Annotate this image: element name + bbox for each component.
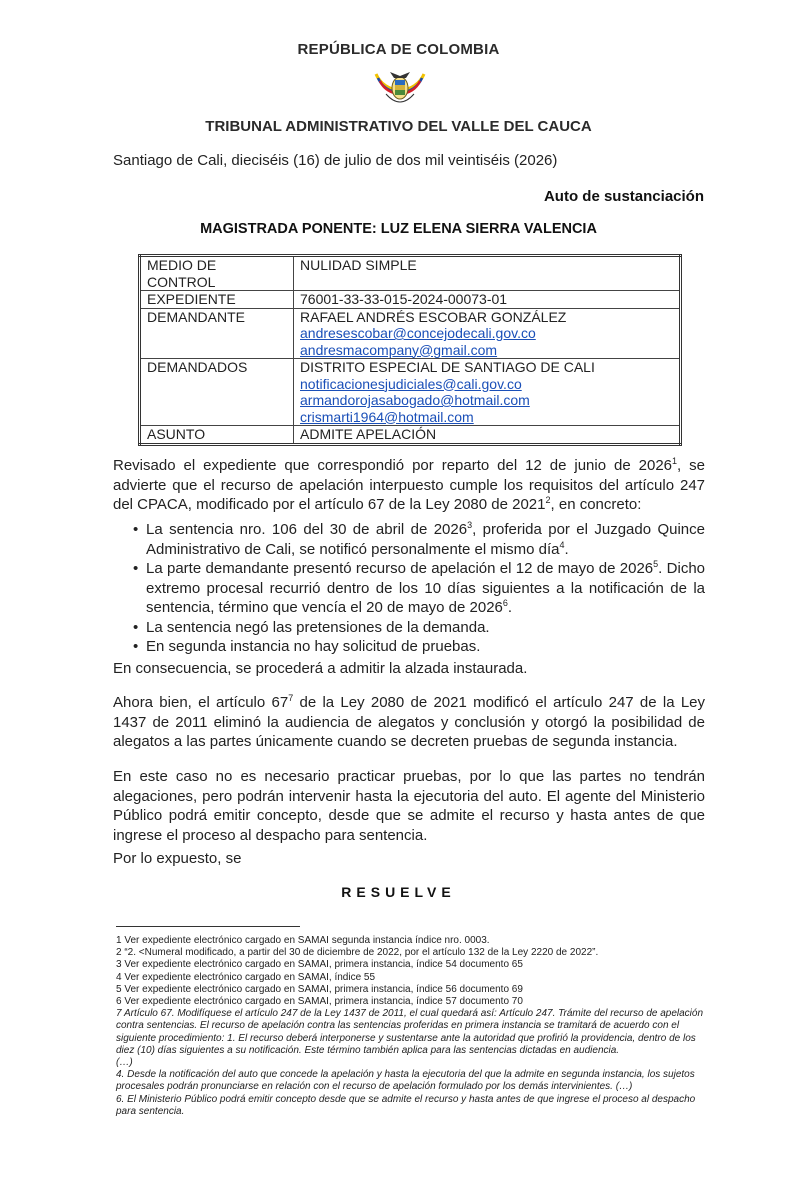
- resuelve-heading: RESUELVE: [341, 884, 456, 900]
- ahora-paragraph: [113, 693, 705, 752]
- footnote: 5 Ver expediente electrónico cargado en SAMAI, primera instancia, índice 56 documento 69: [116, 983, 523, 995]
- email-link[interactable]: crismarti1964@hotmail.com: [300, 408, 474, 425]
- footnote-ref[interactable]: 1: [672, 456, 678, 466]
- magistrada-ponente: MAGISTRADA PONENTE: LUZ ELENA SIERRA VALENCIA: [200, 221, 597, 237]
- footnote-ref[interactable]: 2: [545, 495, 551, 505]
- footnote: 7 Artículo 67. Modifíquese el artículo 247 de la Ley 1437 de 2011, el cual quedará así: Artículo 247. Trámite del recurso de apelación contra sentencias. El recurso de apelación contra las sentencias proferidas en primera instancia se tramitará de acuerdo con el siguiente procedimiento: 1. El recurso deberá interponerse y sustentarse ante la autoridad que profirió la providencia, dentro de los diez (10) días siguientes a su notificación. Este término también aplica para las sentencias dictadas en audiencia.: [116, 1008, 704, 1056]
- republica-heading: REPÚBLICA DE COLOMBIA: [297, 41, 500, 58]
- footnotes: [116, 935, 708, 1118]
- footnote-ref[interactable]: 5: [653, 559, 659, 569]
- tribunal-heading: TRIBUNAL ADMINISTRATIVO DEL VALLE DEL CAUCA: [205, 118, 592, 135]
- demandante-name: RAFAEL ANDRÉS ESCOBAR GONZÁLEZ: [300, 308, 567, 325]
- ahora-text-1: Ahora bien, el artículo 67: [113, 694, 289, 711]
- bullet-text: La parte demandante presentó recurso de apelación el 12 de mayo de 2026: [146, 560, 654, 577]
- expediente-label: EXPEDIENTE: [140, 291, 294, 309]
- table-row: [140, 256, 681, 291]
- list-item: [113, 559, 705, 618]
- footnote-ref[interactable]: 3: [467, 520, 473, 530]
- email-link[interactable]: notificacionesjudiciales@cali.gov.co: [300, 375, 522, 392]
- bullet-icon: •: [133, 618, 139, 636]
- footnote: (…): [116, 1057, 133, 1069]
- bullet-icon: •: [133, 638, 139, 655]
- demandados-name: DISTRITO ESPECIAL DE SANTIAGO DE CALI: [300, 359, 595, 375]
- footnote-ref[interactable]: 7: [288, 693, 294, 703]
- bullet-text: .: [564, 540, 569, 558]
- caso-paragraph: En este caso no es necesario practicar pruebas, por lo que las partes no tendrán alegaciones, pero podrán intervenir hasta la ejecutoria del auto. El agente del Ministerio Público podrá emitir concepto, desde que se admite el recurso y hasta antes de que ingrese el proceso al despacho para sentencia.: [113, 768, 705, 844]
- email-link[interactable]: andresmacompany@gmail.com: [300, 341, 498, 358]
- footnote: 1 Ver expediente electrónico cargado en SAMAI segunda instancia índice nro. 0003.: [116, 935, 490, 946]
- facts-list: [113, 520, 705, 657]
- table-row: [140, 291, 681, 309]
- footnote: 4. Desde la notificación del auto que concede la apelación y hasta la ejecutoria del que la admite en segunda instancia, los sujetos procesales podrán pronunciarse en relación con el recurso de apelación formulado por los demás intervinientes. (…): [116, 1069, 695, 1093]
- auto-type: Auto de sustanciación: [543, 188, 704, 205]
- ahora-text-2: de la Ley 2080 de 2021 modificó el artículo 247 de la Ley 1437 de 2011 eliminó la audiencia de alegatos y conclusión y otorgó la posibilidad de alegatos a las partes únicamente cuando se decreten pruebas de segunda instancia.: [113, 694, 706, 750]
- bullet-icon: •: [133, 560, 139, 577]
- footnote-ref[interactable]: 4: [559, 539, 565, 550]
- footnote: 6. El Ministerio Público podrá emitir concepto desde que se admite el recurso y hasta antes de que ingrese el proceso al despacho para sentencia.: [116, 1093, 696, 1117]
- bullet-text: , proferida por el Juzgado Quince Administrativo de Cali, se notificó personalmente el mismo día: [146, 521, 705, 558]
- intro-text-3: , en concreto:: [550, 496, 642, 513]
- list-item: [113, 618, 705, 638]
- list-item: [113, 637, 705, 657]
- demandados-label: DEMANDADOS: [140, 359, 294, 426]
- demandante-label: DEMANDANTE: [140, 308, 294, 359]
- email-link[interactable]: andresescobar@concejodecali.gov.co: [300, 325, 536, 341]
- expuesto-line: Por lo expuesto, se: [113, 850, 242, 867]
- bullet-text: . Dicho extremo procesal recurrió dentro de los 10 días siguientes a la notificación de la sentencia, término que vencía el 20 de mayo de 2026: [146, 560, 706, 616]
- bullet-text: .: [507, 599, 513, 616]
- table-row: [140, 308, 681, 359]
- table-row: [140, 359, 681, 426]
- intro-paragraph: [113, 456, 705, 515]
- dateline: Santiago de Cali, dieciséis (16) de julio de dos mil veintiséis (2026): [113, 152, 558, 169]
- footnote-divider: [116, 926, 300, 927]
- footnote-ref[interactable]: 6: [502, 598, 508, 608]
- footnote: 4 Ver expediente electrónico cargado en SAMAI, índice 55: [116, 971, 376, 983]
- medio-label: MEDIO DE CONTROL: [140, 256, 294, 291]
- footnote: 2 “2. <Numeral modificado, a partir del 30 de diciembre de 2022, por el artículo 132 de la Ley 2220 de 2022”.: [116, 947, 599, 959]
- bullet-text: La sentencia negó las pretensiones de la demanda.: [146, 618, 490, 636]
- footnote: 6 Ver expediente electrónico cargado en SAMAI, primera instancia, índice 57 documento 70: [116, 996, 523, 1008]
- consecuencia-paragraph: En consecuencia, se procederá a admitir la alzada instaurada.: [113, 660, 528, 677]
- asunto-label: ASUNTO: [140, 426, 294, 445]
- intro-text-1: Revisado el expediente que correspondió por reparto del 12 de junio de 2026: [113, 457, 673, 474]
- demandados-cell: [294, 359, 681, 426]
- list-item: [113, 520, 705, 559]
- intro-text-2: , se advierte que el recurso de apelación interpuesto cumple los requisitos del artículo 247 del CPACA, modificado por el artículo 67 de la Ley 2080 de 2021: [113, 457, 706, 513]
- table-row: [140, 426, 681, 445]
- case-info-table: [138, 254, 682, 446]
- footnote: 3 Ver expediente electrónico cargado en SAMAI, primera instancia, índice 54 documento 65: [116, 959, 523, 971]
- bullet-text: La sentencia nro. 106 del 30 de abril de 2026: [146, 521, 468, 538]
- rama-judicial-seal-icon: [368, 66, 432, 116]
- medio-value: NULIDAD SIMPLE: [294, 256, 681, 291]
- demandante-cell: [294, 308, 681, 359]
- bullet-icon: •: [133, 521, 139, 538]
- bullet-text: En segunda instancia no hay solicitud de pruebas.: [146, 638, 481, 655]
- email-link[interactable]: armandorojasabogado@hotmail.com: [300, 392, 530, 408]
- asunto-value: ADMITE APELACIÓN: [294, 426, 681, 445]
- expediente-value: 76001-33-33-015-2024-00073-01: [294, 291, 681, 309]
